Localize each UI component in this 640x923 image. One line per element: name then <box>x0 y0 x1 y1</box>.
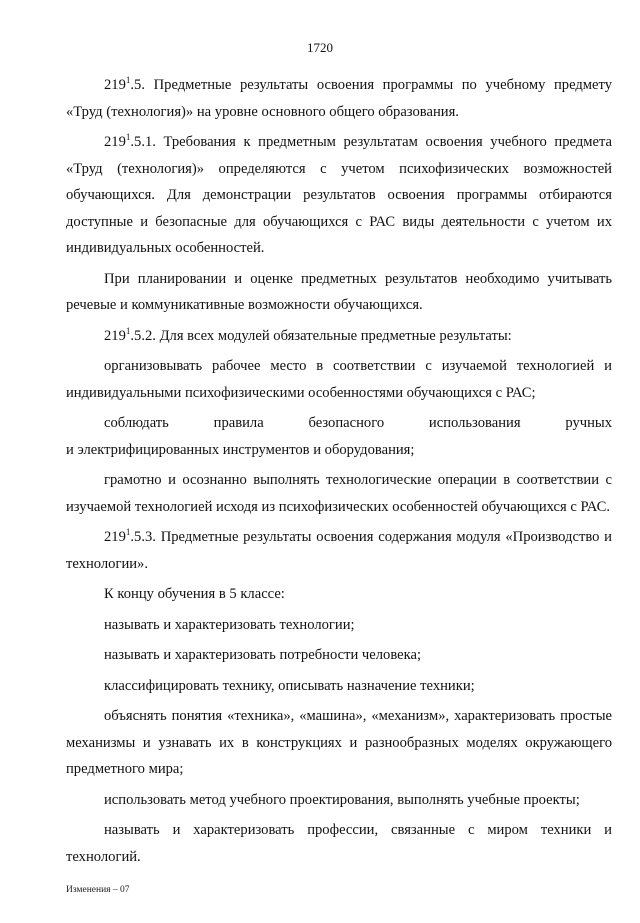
list-item-safety <box>66 410 612 463</box>
page-number: 1720 <box>307 40 333 55</box>
clause-number: 219 <box>104 327 126 344</box>
clause-number: 219 <box>104 529 126 545</box>
paragraph-219-1-5 <box>66 72 612 125</box>
clause-superscript: 1 <box>125 75 131 86</box>
paragraph-text: .5.3. Предметные результаты освоения содержания модуля «Производство и технологии». <box>66 529 612 572</box>
list-item-operations: грамотно и осознанно выполнять технологические операции в соответствии с изучаемой технологией исходя из психофизических особенностей обучающихся с РАС. <box>66 472 612 515</box>
clause-superscript: 1 <box>125 132 131 143</box>
paragraph-219-1-5-3 <box>66 524 612 577</box>
list-item-professions: называть и характеризовать профессии, связанные с миром техники и технологий. <box>66 822 612 865</box>
document-body <box>66 72 612 870</box>
clause-number: 219 <box>104 77 126 93</box>
list-item-technologies: называть и характеризовать технологии; <box>104 616 355 633</box>
paragraph-grade-5: К концу обучения в 5 классе: <box>104 586 285 602</box>
clause-superscript: 1 <box>125 527 131 538</box>
list-item-classify: классифицировать технику, описывать назначение техники; <box>104 677 475 694</box>
paragraph-219-1-5-2 <box>66 323 612 350</box>
list-item-needs: называть и характеризовать потребности человека; <box>104 647 422 663</box>
clause-number: 219 <box>104 134 126 150</box>
list-item-workplace: организовывать рабочее место в соответствии с изучаемой технологией и индивидуальными психофизическими особенностями обучающихся с РАС; <box>66 358 612 401</box>
list-item-safety-line-1: соблюдать правила безопасного использования ручных <box>104 415 612 431</box>
clause-superscript: 1 <box>125 325 131 336</box>
list-item-safety-line-2: и электрифицированных инструментов и оборудования; <box>66 441 415 458</box>
list-item-concepts: объяснять понятия «техника», «машина», «механизм», характеризовать простые механизмы и узнавать их в конструкциях и разнообразных моделях окружающего предметного мира; <box>66 708 612 777</box>
paragraph-text: .5.1. Требования к предметным результатам освоения учебного предмета «Труд (технология)» определяются с учетом психофизических возможностей обучающихся. Для демонстрации результатов освоения программы отбираются доступные и безопасные для обучающихся с РАС виды деятельности с учетом их индивидуальных особенностей. <box>66 134 612 256</box>
paragraph-planning: При планировании и оценке предметных результатов необходимо учитывать речевые и коммуникативные возможности обучающихся. <box>66 270 612 313</box>
paragraph-text: .5. Предметные результаты освоения программы по учебному предмету «Труд (технология)» на уровне основного общего образования. <box>66 77 612 120</box>
footer-note: Изменения – 07 <box>66 885 130 895</box>
paragraph-219-1-5-1 <box>66 129 612 262</box>
list-item-projects: использовать метод учебного проектирования, выполнять учебные проекты; <box>104 791 580 808</box>
paragraph-text: .5.2. Для всех модулей обязательные предметные результаты: <box>130 327 512 344</box>
